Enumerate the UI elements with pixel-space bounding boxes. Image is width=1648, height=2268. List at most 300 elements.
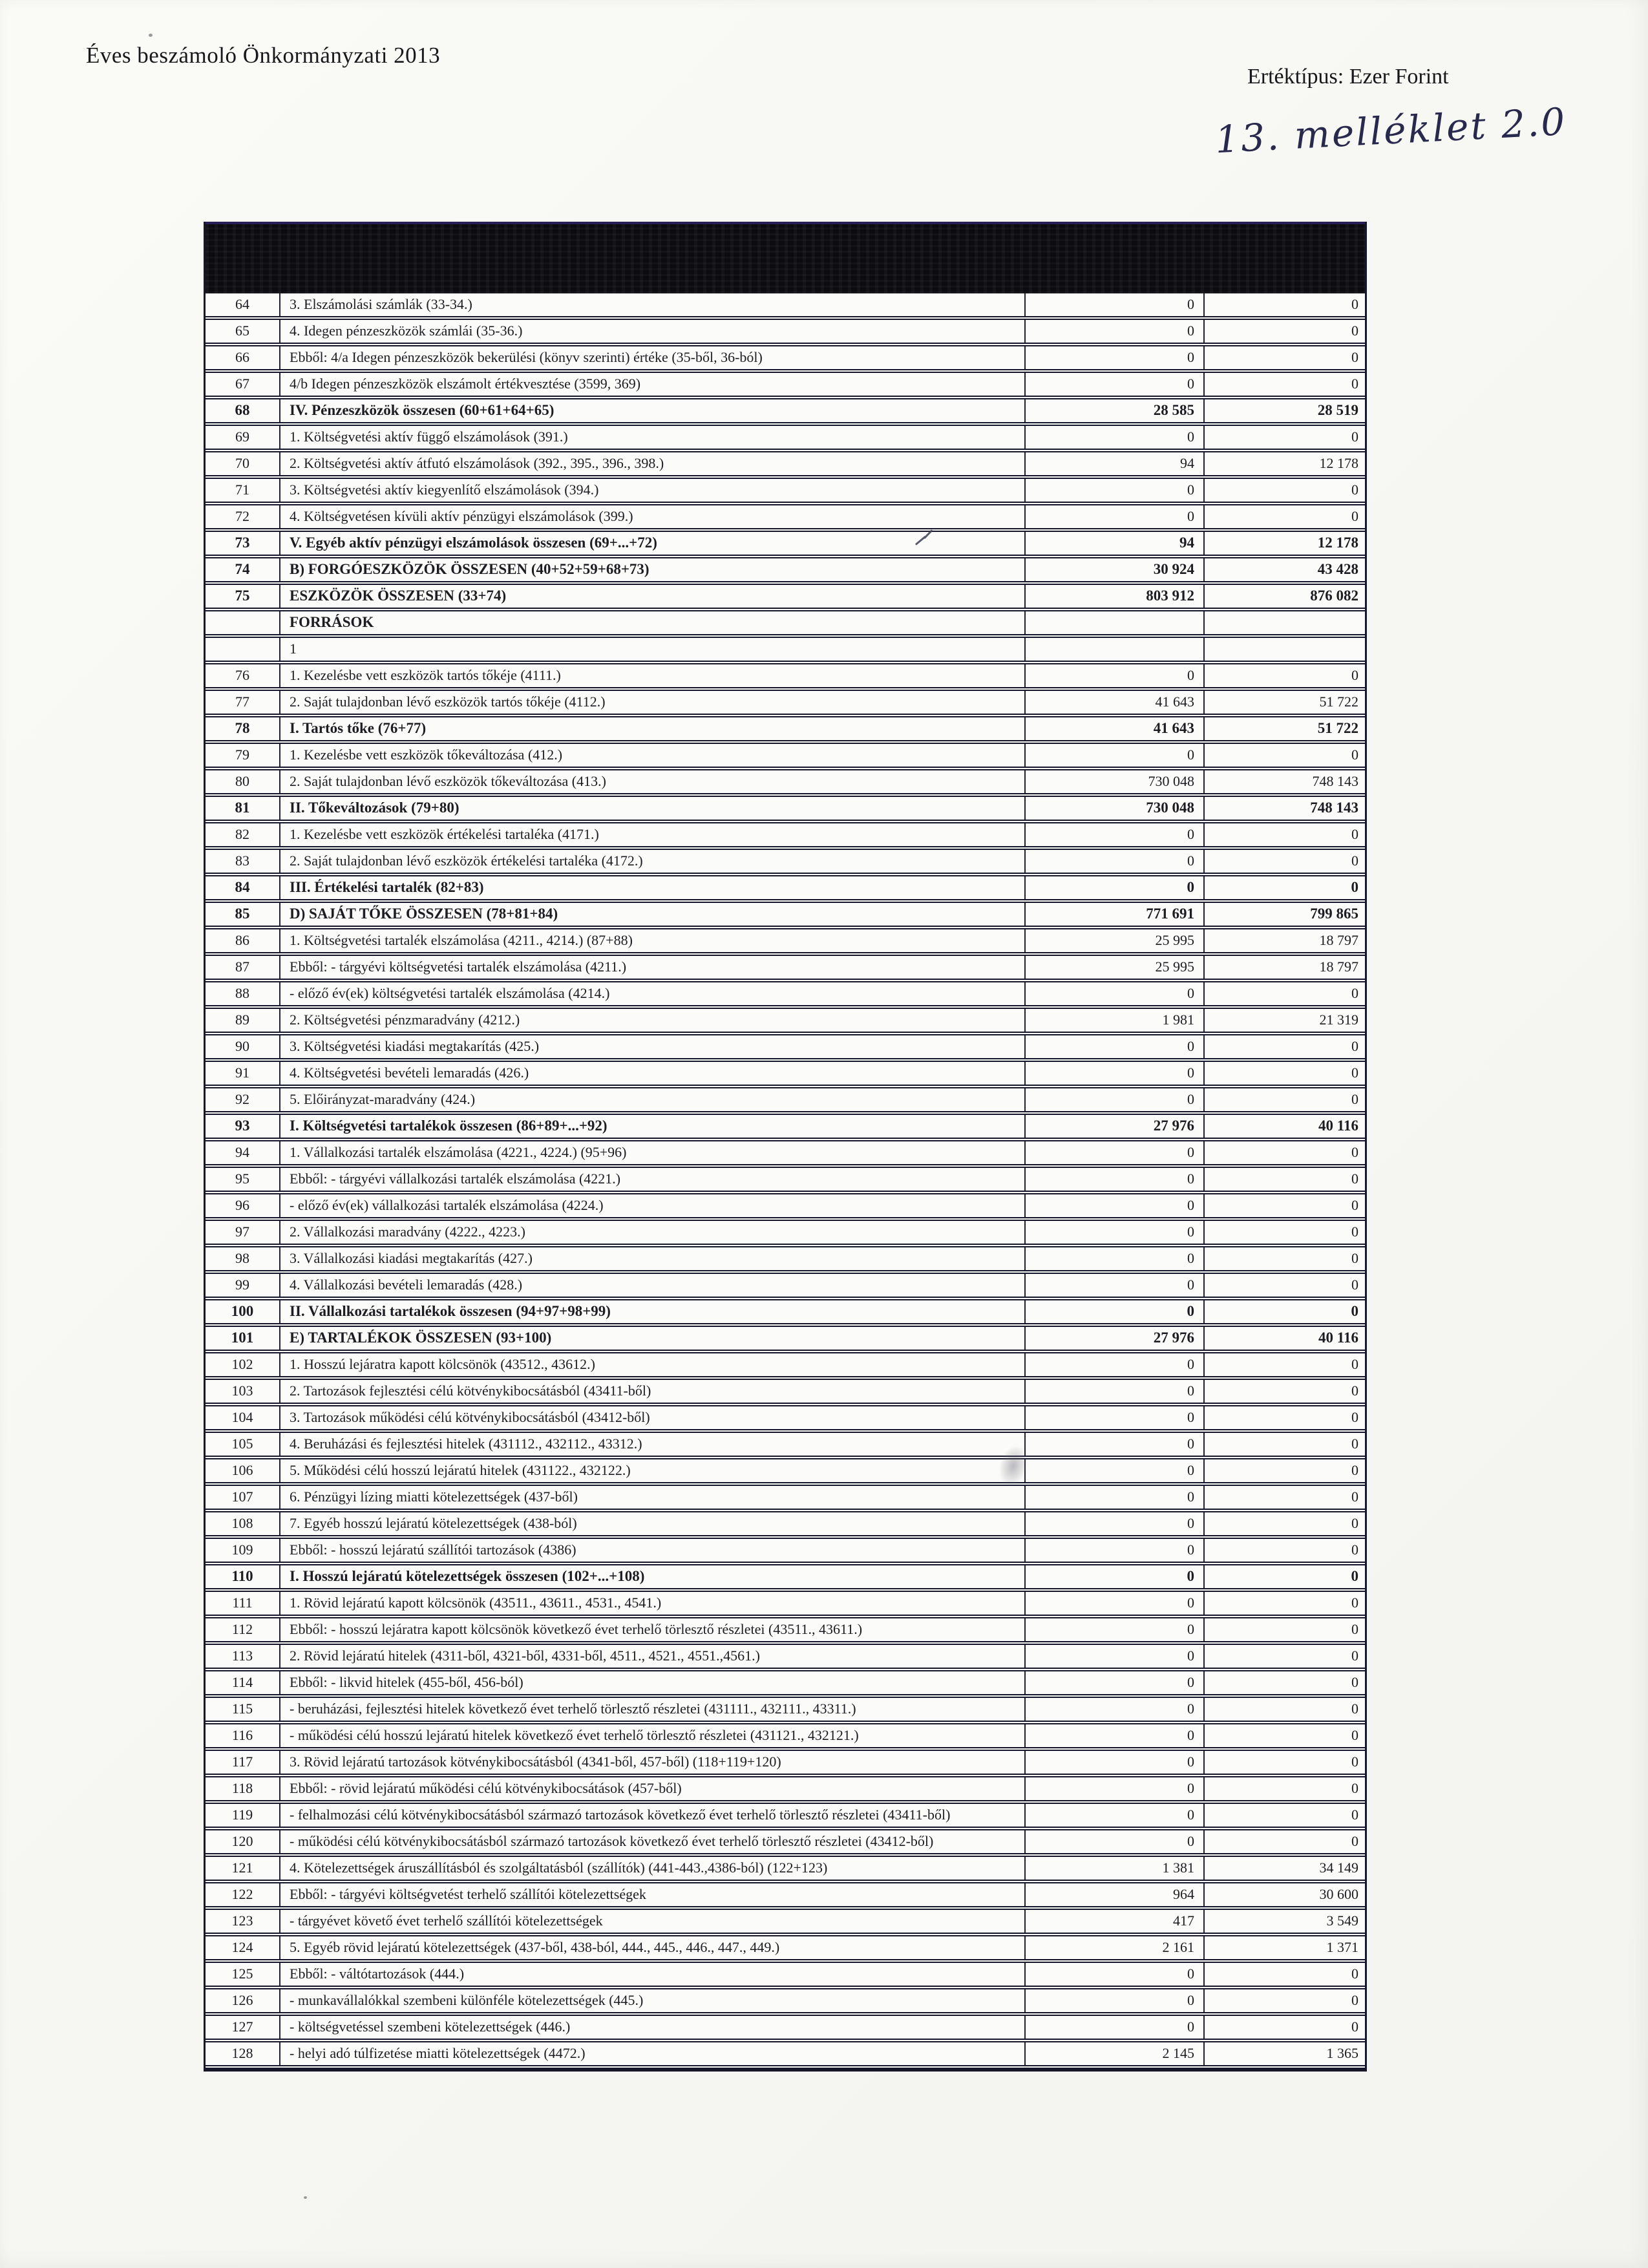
row-number-cell: 82 bbox=[206, 823, 280, 846]
row-value-1-cell: 2 145 bbox=[1026, 2042, 1205, 2065]
row-label-cell: 2. Tartozások fejlesztési célú kötvénykibocsátásból (43411-ből) bbox=[280, 1380, 1026, 1403]
row-number-cell: 87 bbox=[206, 956, 280, 979]
row-value-1-cell: 0 bbox=[1026, 1486, 1205, 1509]
table-row bbox=[206, 876, 1365, 903]
row-value-1-cell: 0 bbox=[1026, 744, 1205, 767]
row-value-1-cell: 25 995 bbox=[1026, 956, 1205, 979]
row-number-cell: 84 bbox=[206, 876, 280, 899]
row-number-cell: 104 bbox=[206, 1406, 280, 1429]
row-number-cell: 70 bbox=[206, 452, 280, 475]
row-value-1-cell: 0 bbox=[1026, 1698, 1205, 1721]
row-value-1-cell: 0 bbox=[1026, 1300, 1205, 1323]
row-value-2-cell: 0 bbox=[1351, 1224, 1358, 1240]
table-row bbox=[206, 1221, 1365, 1247]
row-value-2-cell: 799 865 bbox=[1310, 906, 1358, 922]
row-number-cell: 122 bbox=[206, 1883, 280, 1906]
table-row bbox=[206, 1777, 1365, 1804]
row-label-cell: 1. Kezelésbe vett eszközök tartós tőkéje (4111.) bbox=[280, 664, 1026, 687]
row-label-cell: - helyi adó túlfizetése miatti kötelezettségek (4472.) bbox=[280, 2042, 1026, 2065]
row-value-1-cell: 0 bbox=[1026, 1963, 1205, 1986]
row-label-cell: 2. Vállalkozási maradvány (4222., 4223.) bbox=[280, 1221, 1026, 1244]
row-value-1-cell: 0 bbox=[1026, 2016, 1205, 2039]
row-value-1-cell: 0 bbox=[1026, 1645, 1205, 1668]
row-value-2-cell: 1 371 bbox=[1326, 1939, 1358, 1955]
row-label-cell: 2. Költségvetési aktív átfutó elszámolások (392., 395., 396., 398.) bbox=[280, 452, 1026, 475]
row-label-cell: II. Tőkeváltozások (79+80) bbox=[280, 797, 1026, 820]
row-label-cell: 4. Költségvetési bevételi lemaradás (426.) bbox=[280, 1062, 1026, 1085]
row-value-1-cell: 0 bbox=[1026, 1724, 1205, 1747]
row-label-cell: 5. Működési célú hosszú lejáratú hitelek (431122., 432122.) bbox=[280, 1459, 1026, 1482]
table-row bbox=[206, 346, 1365, 373]
row-label-cell: III. Értékelési tartalék (82+83) bbox=[280, 876, 1026, 899]
row-value-2-cell: 0 bbox=[1351, 429, 1358, 445]
table-row bbox=[206, 1433, 1365, 1459]
row-value-1-cell: 0 bbox=[1026, 426, 1205, 449]
row-value-2-cell: 0 bbox=[1351, 1515, 1358, 1531]
row-label-cell: Ebből: - hosszú lejáratra kapott kölcsönök következő évet terhelő törlesztő részletei (43511., 43611.) bbox=[280, 1618, 1026, 1641]
row-value-1-cell: 0 bbox=[1026, 1221, 1205, 1244]
row-value-2-cell: 0 bbox=[1351, 1542, 1358, 1558]
row-label-cell: I. Költségvetési tartalékok összesen (86+89+...+92) bbox=[280, 1115, 1026, 1138]
row-value-2-cell: 1 365 bbox=[1326, 2045, 1358, 2061]
row-value-2-cell: 51 722 bbox=[1317, 720, 1358, 736]
row-label-cell: Ebből: - tárgyévi vállalkozási tartalék elszámolása (4221.) bbox=[280, 1168, 1026, 1191]
row-value-1-cell: 803 912 bbox=[1026, 585, 1205, 608]
table-row bbox=[206, 1088, 1365, 1115]
row-number-cell: 89 bbox=[206, 1009, 280, 1032]
row-value-1-cell: 94 bbox=[1026, 452, 1205, 475]
row-value-2-cell: 18 797 bbox=[1319, 932, 1358, 948]
row-number-cell: 95 bbox=[206, 1168, 280, 1191]
row-value-2-cell: 0 bbox=[1351, 1780, 1358, 1796]
row-value-2-cell: 0 bbox=[1351, 1171, 1358, 1187]
table-row bbox=[206, 1910, 1365, 1936]
table-row bbox=[206, 770, 1365, 797]
row-number-cell: 69 bbox=[206, 426, 280, 449]
row-label-cell: - beruházási, fejlesztési hitelek következő évet terhelő törlesztő részletei (431111., 432111., 43311.) bbox=[280, 1698, 1026, 1721]
row-label-cell: - tárgyévet követő évet terhelő szállítói kötelezettségek bbox=[280, 1910, 1026, 1933]
row-value-2-cell: 21 319 bbox=[1319, 1012, 1358, 1028]
row-value-2-cell: 0 bbox=[1351, 1648, 1358, 1664]
table-row bbox=[206, 293, 1365, 320]
row-value-2-cell: 0 bbox=[1351, 296, 1358, 312]
row-value-1-cell: 1 981 bbox=[1026, 1009, 1205, 1032]
row-value-2-cell: 0 bbox=[1351, 1409, 1358, 1425]
row-value-1-cell: 27 976 bbox=[1026, 1115, 1205, 1138]
row-value-2-cell: 0 bbox=[1351, 1621, 1358, 1637]
row-number-cell: 107 bbox=[206, 1486, 280, 1509]
row-number-cell: 116 bbox=[206, 1724, 280, 1747]
row-number-cell: 110 bbox=[206, 1565, 280, 1588]
table-row bbox=[206, 1327, 1365, 1353]
value-type-label: Ertéktípus: Ezer Forint bbox=[1247, 65, 1449, 89]
row-value-1-cell: 0 bbox=[1026, 1512, 1205, 1535]
row-value-2-cell: 0 bbox=[1351, 1065, 1358, 1081]
row-number-cell bbox=[206, 611, 280, 634]
row-number-cell: 100 bbox=[206, 1300, 280, 1323]
row-label-cell: - működési célú kötvénykibocsátásból származó tartozások következő évet terhelő törlesztő részletei (43412-ből) bbox=[280, 1830, 1026, 1853]
row-value-1-cell: 0 bbox=[1026, 664, 1205, 687]
row-value-1-cell: 0 bbox=[1026, 1433, 1205, 1456]
row-label-cell: 1. Vállalkozási tartalék elszámolása (4221., 4224.) (95+96) bbox=[280, 1141, 1026, 1164]
row-label-cell: 1. Hosszú lejáratra kapott kölcsönök (43512., 43612.) bbox=[280, 1353, 1026, 1376]
row-value-2-cell: 0 bbox=[1351, 1250, 1358, 1266]
row-label-cell: 3. Költségvetési kiadási megtakarítás (425.) bbox=[280, 1035, 1026, 1058]
row-value-1-cell: 730 048 bbox=[1026, 797, 1205, 820]
table-row bbox=[206, 558, 1365, 585]
row-number-cell: 80 bbox=[206, 770, 280, 793]
row-value-2-cell: 0 bbox=[1351, 1356, 1358, 1372]
row-value-2-cell: 0 bbox=[1351, 985, 1358, 1001]
row-value-2-cell: 0 bbox=[1351, 508, 1358, 524]
row-label-cell: 3. Tartozások működési célú kötvénykibocsátásból (43412-ből) bbox=[280, 1406, 1026, 1429]
row-number-cell: 78 bbox=[206, 717, 280, 740]
row-label-cell: Ebből: - váltótartozások (444.) bbox=[280, 1963, 1026, 1986]
row-value-1-cell: 25 995 bbox=[1026, 929, 1205, 952]
row-number-cell: 99 bbox=[206, 1274, 280, 1297]
row-number-cell: 77 bbox=[206, 691, 280, 714]
row-value-2-cell: 28 519 bbox=[1317, 402, 1358, 418]
row-number-cell: 97 bbox=[206, 1221, 280, 1244]
row-value-1-cell: 771 691 bbox=[1026, 903, 1205, 926]
row-number-cell: 67 bbox=[206, 373, 280, 396]
row-number-cell: 93 bbox=[206, 1115, 280, 1138]
row-value-1-cell: 730 048 bbox=[1026, 770, 1205, 793]
row-value-2-cell: 0 bbox=[1351, 1303, 1358, 1319]
table-row bbox=[206, 1539, 1365, 1565]
row-value-2-cell bbox=[1205, 611, 1365, 634]
row-number-cell: 113 bbox=[206, 1645, 280, 1668]
row-number-cell: 68 bbox=[206, 399, 280, 422]
row-value-1-cell: 0 bbox=[1026, 1406, 1205, 1429]
table-row bbox=[206, 1115, 1365, 1141]
pen-mark bbox=[911, 529, 936, 549]
row-value-1-cell: 0 bbox=[1026, 876, 1205, 899]
row-value-2-cell: 40 116 bbox=[1318, 1118, 1358, 1134]
redacted-header-bar bbox=[206, 222, 1365, 293]
row-number-cell: 121 bbox=[206, 1857, 280, 1880]
row-number-cell: 112 bbox=[206, 1618, 280, 1641]
table-row bbox=[206, 1592, 1365, 1618]
row-label-cell: 2. Saját tulajdonban lévő eszközök tőkeváltozása (413.) bbox=[280, 770, 1026, 793]
row-value-2-cell: 0 bbox=[1351, 747, 1358, 763]
row-label-cell: 1. Költségvetési aktív függő elszámolások (391.) bbox=[280, 426, 1026, 449]
table-row bbox=[206, 426, 1365, 452]
table-row bbox=[206, 638, 1365, 664]
table-row bbox=[206, 1512, 1365, 1539]
table-row bbox=[206, 1459, 1365, 1486]
row-value-2-cell: 0 bbox=[1351, 879, 1358, 895]
row-label-cell: Ebből: - tárgyévi költségvetési tartalék elszámolása (4211.) bbox=[280, 956, 1026, 979]
table-row bbox=[206, 320, 1365, 346]
table-row bbox=[206, 2016, 1365, 2042]
row-value-2-cell: 0 bbox=[1351, 826, 1358, 842]
row-label-cell: - munkavállalókkal szembeni különféle kötelezettségek (445.) bbox=[280, 1989, 1026, 2012]
row-value-1-cell: 0 bbox=[1026, 823, 1205, 846]
row-number-cell: 106 bbox=[206, 1459, 280, 1482]
row-number-cell: 91 bbox=[206, 1062, 280, 1085]
row-number-cell: 85 bbox=[206, 903, 280, 926]
row-number-cell: 128 bbox=[206, 2042, 280, 2065]
row-label-cell: - felhalmozási célú kötvénykibocsátásból származó tartozások következő évet terhelő törlesztő részletei (43411-ből) bbox=[280, 1804, 1026, 1827]
row-value-2-cell: 0 bbox=[1351, 1144, 1358, 1160]
row-label-cell: E) TARTALÉKOK ÖSSZESEN (93+100) bbox=[280, 1327, 1026, 1350]
table-row bbox=[206, 929, 1365, 956]
row-label-cell: Ebből: - likvid hitelek (455-ből, 456-ból) bbox=[280, 1671, 1026, 1694]
row-label-cell: 3. Rövid lejáratú tartozások kötvénykibocsátásból (4341-ből, 457-ből) (118+119+120) bbox=[280, 1751, 1026, 1774]
row-value-2-cell: 0 bbox=[1351, 1038, 1358, 1054]
row-value-2-cell: 0 bbox=[1351, 1674, 1358, 1690]
row-number-cell: 119 bbox=[206, 1804, 280, 1827]
row-label-cell: 2. Költségvetési pénzmaradvány (4212.) bbox=[280, 1009, 1026, 1032]
row-value-2-cell bbox=[1205, 638, 1365, 661]
row-value-1-cell: 0 bbox=[1026, 1671, 1205, 1694]
table-row bbox=[206, 850, 1365, 876]
row-value-1-cell: 94 bbox=[1026, 532, 1205, 555]
table-row bbox=[206, 1141, 1365, 1168]
table-row bbox=[206, 1883, 1365, 1910]
row-value-2-cell: 0 bbox=[1351, 1833, 1358, 1849]
row-value-1-cell: 0 bbox=[1026, 1062, 1205, 1085]
table-row bbox=[206, 1194, 1365, 1221]
row-label-cell: Ebből: 4/a Idegen pénzeszközök bekerülési (könyv szerinti) értéke (35-ből, 36-ból) bbox=[280, 346, 1026, 369]
row-number-cell: 120 bbox=[206, 1830, 280, 1853]
row-number-cell: 94 bbox=[206, 1141, 280, 1164]
document-title: Éves beszámoló Önkormányzati 2013 bbox=[86, 43, 441, 68]
row-number-cell: 126 bbox=[206, 1989, 280, 2012]
row-label-cell: V. Egyéb aktív pénzügyi elszámolások összesen (69+...+72) bbox=[280, 532, 1026, 555]
row-value-1-cell: 0 bbox=[1026, 982, 1205, 1005]
table-row bbox=[206, 1857, 1365, 1883]
row-value-1-cell: 0 bbox=[1026, 1168, 1205, 1191]
table-row bbox=[206, 2042, 1365, 2069]
table-row bbox=[206, 1963, 1365, 1989]
row-value-2-cell: 0 bbox=[1351, 1462, 1358, 1478]
table-row bbox=[206, 1618, 1365, 1645]
row-label-cell: D) SAJÁT TŐKE ÖSSZESEN (78+81+84) bbox=[280, 903, 1026, 926]
table-row bbox=[206, 373, 1365, 399]
table-row bbox=[206, 399, 1365, 426]
row-number-cell: 96 bbox=[206, 1194, 280, 1217]
row-value-2-cell: 0 bbox=[1351, 853, 1358, 869]
table-row bbox=[206, 505, 1365, 532]
row-value-1-cell: 0 bbox=[1026, 1830, 1205, 1853]
row-label-cell: 2. Rövid lejáratú hitelek (4311-ből, 4321-ből, 4331-ből, 4511., 4521., 4551.,4561.) bbox=[280, 1645, 1026, 1668]
row-value-2-cell: 0 bbox=[1351, 667, 1358, 683]
table-row bbox=[206, 1804, 1365, 1830]
row-number-cell: 79 bbox=[206, 744, 280, 767]
row-number-cell: 125 bbox=[206, 1963, 280, 1986]
row-value-1-cell: 0 bbox=[1026, 1618, 1205, 1641]
row-value-1-cell bbox=[1026, 611, 1205, 634]
row-label-cell: 4. Kötelezettségek áruszállításból és szolgáltatásból (szállítók) (441-443.,4386-ból) (122+123) bbox=[280, 1857, 1026, 1880]
row-label-cell: - előző év(ek) vállalkozási tartalék elszámolása (4224.) bbox=[280, 1194, 1026, 1217]
row-number-cell: 72 bbox=[206, 505, 280, 528]
row-number-cell: 127 bbox=[206, 2016, 280, 2039]
row-value-2-cell: 0 bbox=[1351, 376, 1358, 392]
row-value-2-cell: 0 bbox=[1351, 2019, 1358, 2035]
row-label-cell: 1. Rövid lejáratú kapott kölcsönök (43511., 43611., 4531., 4541.) bbox=[280, 1592, 1026, 1615]
row-label-cell: IV. Pénzeszközök összesen (60+61+64+65) bbox=[280, 399, 1026, 422]
row-value-1-cell: 0 bbox=[1026, 850, 1205, 873]
row-value-2-cell: 0 bbox=[1351, 1568, 1358, 1584]
row-number-cell: 86 bbox=[206, 929, 280, 952]
row-label-cell: 4. Költségvetésen kívüli aktív pénzügyi elszámolások (399.) bbox=[280, 505, 1026, 528]
row-value-1-cell: 0 bbox=[1026, 1247, 1205, 1270]
row-number-cell: 115 bbox=[206, 1698, 280, 1721]
table-row bbox=[206, 1168, 1365, 1194]
table-row bbox=[206, 1274, 1365, 1300]
row-label-cell: B) FORGÓESZKÖZÖK ÖSSZESEN (40+52+59+68+73) bbox=[280, 558, 1026, 581]
row-number-cell: 109 bbox=[206, 1539, 280, 1562]
row-value-1-cell: 0 bbox=[1026, 1459, 1205, 1482]
row-label-cell: 4/b Idegen pénzeszközök elszámolt értékvesztése (3599, 369) bbox=[280, 373, 1026, 396]
row-value-1-cell: 0 bbox=[1026, 346, 1205, 369]
scan-speck bbox=[304, 2196, 307, 2199]
row-number-cell: 124 bbox=[206, 1936, 280, 1959]
row-label-cell: 4. Vállalkozási bevételi lemaradás (428.) bbox=[280, 1274, 1026, 1297]
row-number-cell: 92 bbox=[206, 1088, 280, 1111]
row-label-cell: I. Hosszú lejáratú kötelezettségek összesen (102+...+108) bbox=[280, 1565, 1026, 1588]
row-number-cell: 105 bbox=[206, 1433, 280, 1456]
row-value-2-cell: 0 bbox=[1351, 1436, 1358, 1452]
row-label-cell: 1. Kezelésbe vett eszközök értékelési tartaléka (4171.) bbox=[280, 823, 1026, 846]
row-value-2-cell: 0 bbox=[1351, 1197, 1358, 1213]
row-label-cell: 3. Vállalkozási kiadási megtakarítás (427.) bbox=[280, 1247, 1026, 1270]
row-number-cell: 75 bbox=[206, 585, 280, 608]
row-value-1-cell: 0 bbox=[1026, 1353, 1205, 1376]
row-value-2-cell: 0 bbox=[1351, 1807, 1358, 1823]
row-value-2-cell: 30 600 bbox=[1319, 1886, 1358, 1902]
table-row bbox=[206, 1009, 1365, 1035]
row-value-2-cell: 0 bbox=[1351, 482, 1358, 498]
row-value-2-cell: 0 bbox=[1351, 1489, 1358, 1505]
row-label-cell: 7. Egyéb hosszú lejáratú kötelezettségek (438-ból) bbox=[280, 1512, 1026, 1535]
handwritten-annotation: 13. melléklet 2.0 bbox=[1214, 99, 1568, 162]
row-label-cell: Ebből: - tárgyévi költségvetést terhelő szállítói kötelezettségek bbox=[280, 1883, 1026, 1906]
table-row bbox=[206, 532, 1365, 558]
row-value-1-cell: 27 976 bbox=[1026, 1327, 1205, 1350]
row-value-1-cell: 41 643 bbox=[1026, 717, 1205, 740]
table-row bbox=[206, 1486, 1365, 1512]
table-row bbox=[206, 717, 1365, 744]
table-row bbox=[206, 1698, 1365, 1724]
table-row bbox=[206, 1671, 1365, 1698]
row-value-1-cell: 0 bbox=[1026, 373, 1205, 396]
row-number-cell: 90 bbox=[206, 1035, 280, 1058]
row-value-2-cell: 748 143 bbox=[1310, 800, 1358, 816]
table-row bbox=[206, 982, 1365, 1009]
row-value-1-cell: 0 bbox=[1026, 1539, 1205, 1562]
row-label-cell: 2. Saját tulajdonban lévő eszközök értékelési tartaléka (4172.) bbox=[280, 850, 1026, 873]
row-label-cell: 6. Pénzügyi lízing miatti kötelezettségek (437-ből) bbox=[280, 1486, 1026, 1509]
row-value-1-cell: 0 bbox=[1026, 1751, 1205, 1774]
row-label-cell: FORRÁSOK bbox=[280, 611, 1026, 634]
row-label-cell: 1 bbox=[280, 638, 1026, 661]
row-label-cell: Ebből: - hosszú lejáratú szállítói tartozások (4386) bbox=[280, 1539, 1026, 1562]
row-number-cell: 98 bbox=[206, 1247, 280, 1270]
row-value-2-cell: 3 549 bbox=[1326, 1913, 1358, 1929]
scan-speck bbox=[149, 34, 153, 37]
row-value-1-cell: 0 bbox=[1026, 1777, 1205, 1800]
row-label-cell: 3. Költségvetési aktív kiegyenlítő elszámolások (394.) bbox=[280, 479, 1026, 502]
row-number-cell: 88 bbox=[206, 982, 280, 1005]
row-label-cell: 2. Saját tulajdonban lévő eszközök tartós tőkéje (4112.) bbox=[280, 691, 1026, 714]
row-value-2-cell: 0 bbox=[1351, 1383, 1358, 1399]
table-row bbox=[206, 903, 1365, 929]
row-value-2-cell: 0 bbox=[1351, 1701, 1358, 1717]
row-number-cell: 73 bbox=[206, 532, 280, 555]
row-value-1-cell: 0 bbox=[1026, 293, 1205, 316]
table-row bbox=[206, 452, 1365, 479]
row-value-2-cell: 0 bbox=[1351, 1966, 1358, 1982]
table-row bbox=[206, 1751, 1365, 1777]
table-row bbox=[206, 797, 1365, 823]
row-value-2-cell: 40 116 bbox=[1318, 1330, 1358, 1346]
row-label-cell: 1. Kezelésbe vett eszközök tőkeváltozása (412.) bbox=[280, 744, 1026, 767]
table-row bbox=[206, 1062, 1365, 1088]
table-row bbox=[206, 611, 1365, 638]
row-label-cell: Ebből: - rövid lejáratú működési célú kötvénykibocsátások (457-ből) bbox=[280, 1777, 1026, 1800]
table-row bbox=[206, 1830, 1365, 1857]
row-value-1-cell: 0 bbox=[1026, 1804, 1205, 1827]
row-value-2-cell: 12 178 bbox=[1319, 455, 1358, 471]
row-number-cell: 71 bbox=[206, 479, 280, 502]
row-label-cell: I. Tartós tőke (76+77) bbox=[280, 717, 1026, 740]
row-label-cell: 3. Elszámolási számlák (33-34.) bbox=[280, 293, 1026, 316]
table-row bbox=[206, 1035, 1365, 1062]
row-label-cell: - működési célú hosszú lejáratú hitelek következő évet terhelő törlesztő részletei (431121., 432121.) bbox=[280, 1724, 1026, 1747]
row-value-2-cell: 0 bbox=[1351, 1277, 1358, 1293]
row-number-cell bbox=[206, 638, 280, 661]
row-number-cell: 108 bbox=[206, 1512, 280, 1535]
row-value-2-cell: 0 bbox=[1351, 1727, 1358, 1743]
row-value-2-cell: 0 bbox=[1351, 1595, 1358, 1611]
row-value-2-cell: 876 082 bbox=[1310, 588, 1358, 604]
row-value-1-cell: 0 bbox=[1026, 1565, 1205, 1588]
table-row bbox=[206, 956, 1365, 982]
row-value-1-cell: 0 bbox=[1026, 479, 1205, 502]
table-row bbox=[206, 1936, 1365, 1963]
row-number-cell: 74 bbox=[206, 558, 280, 581]
row-value-1-cell: 0 bbox=[1026, 1592, 1205, 1615]
table-row bbox=[206, 1565, 1365, 1592]
row-number-cell: 103 bbox=[206, 1380, 280, 1403]
row-number-cell: 117 bbox=[206, 1751, 280, 1774]
table-row bbox=[206, 691, 1365, 717]
row-label-cell: 4. Idegen pénzeszközök számlái (35-36.) bbox=[280, 320, 1026, 343]
row-value-1-cell: 1 381 bbox=[1026, 1857, 1205, 1880]
row-label-cell: II. Vállalkozási tartalékok összesen (94+97+98+99) bbox=[280, 1300, 1026, 1323]
row-value-1-cell: 0 bbox=[1026, 505, 1205, 528]
row-value-1-cell: 0 bbox=[1026, 1274, 1205, 1297]
row-value-2-cell: 18 797 bbox=[1319, 959, 1358, 975]
row-value-2-cell: 0 bbox=[1351, 1091, 1358, 1107]
row-number-cell: 114 bbox=[206, 1671, 280, 1694]
row-number-cell: 123 bbox=[206, 1910, 280, 1933]
row-value-1-cell bbox=[1026, 638, 1205, 661]
row-value-1-cell: 0 bbox=[1026, 1141, 1205, 1164]
row-number-cell: 66 bbox=[206, 346, 280, 369]
row-value-1-cell: 0 bbox=[1026, 1035, 1205, 1058]
table-row bbox=[206, 585, 1365, 611]
row-value-2-cell: 12 178 bbox=[1317, 535, 1358, 551]
row-number-cell: 76 bbox=[206, 664, 280, 687]
row-number-cell: 102 bbox=[206, 1353, 280, 1376]
balance-sheet-table bbox=[204, 222, 1367, 2072]
row-value-2-cell: 0 bbox=[1351, 1992, 1358, 2008]
table-row bbox=[206, 1353, 1365, 1380]
